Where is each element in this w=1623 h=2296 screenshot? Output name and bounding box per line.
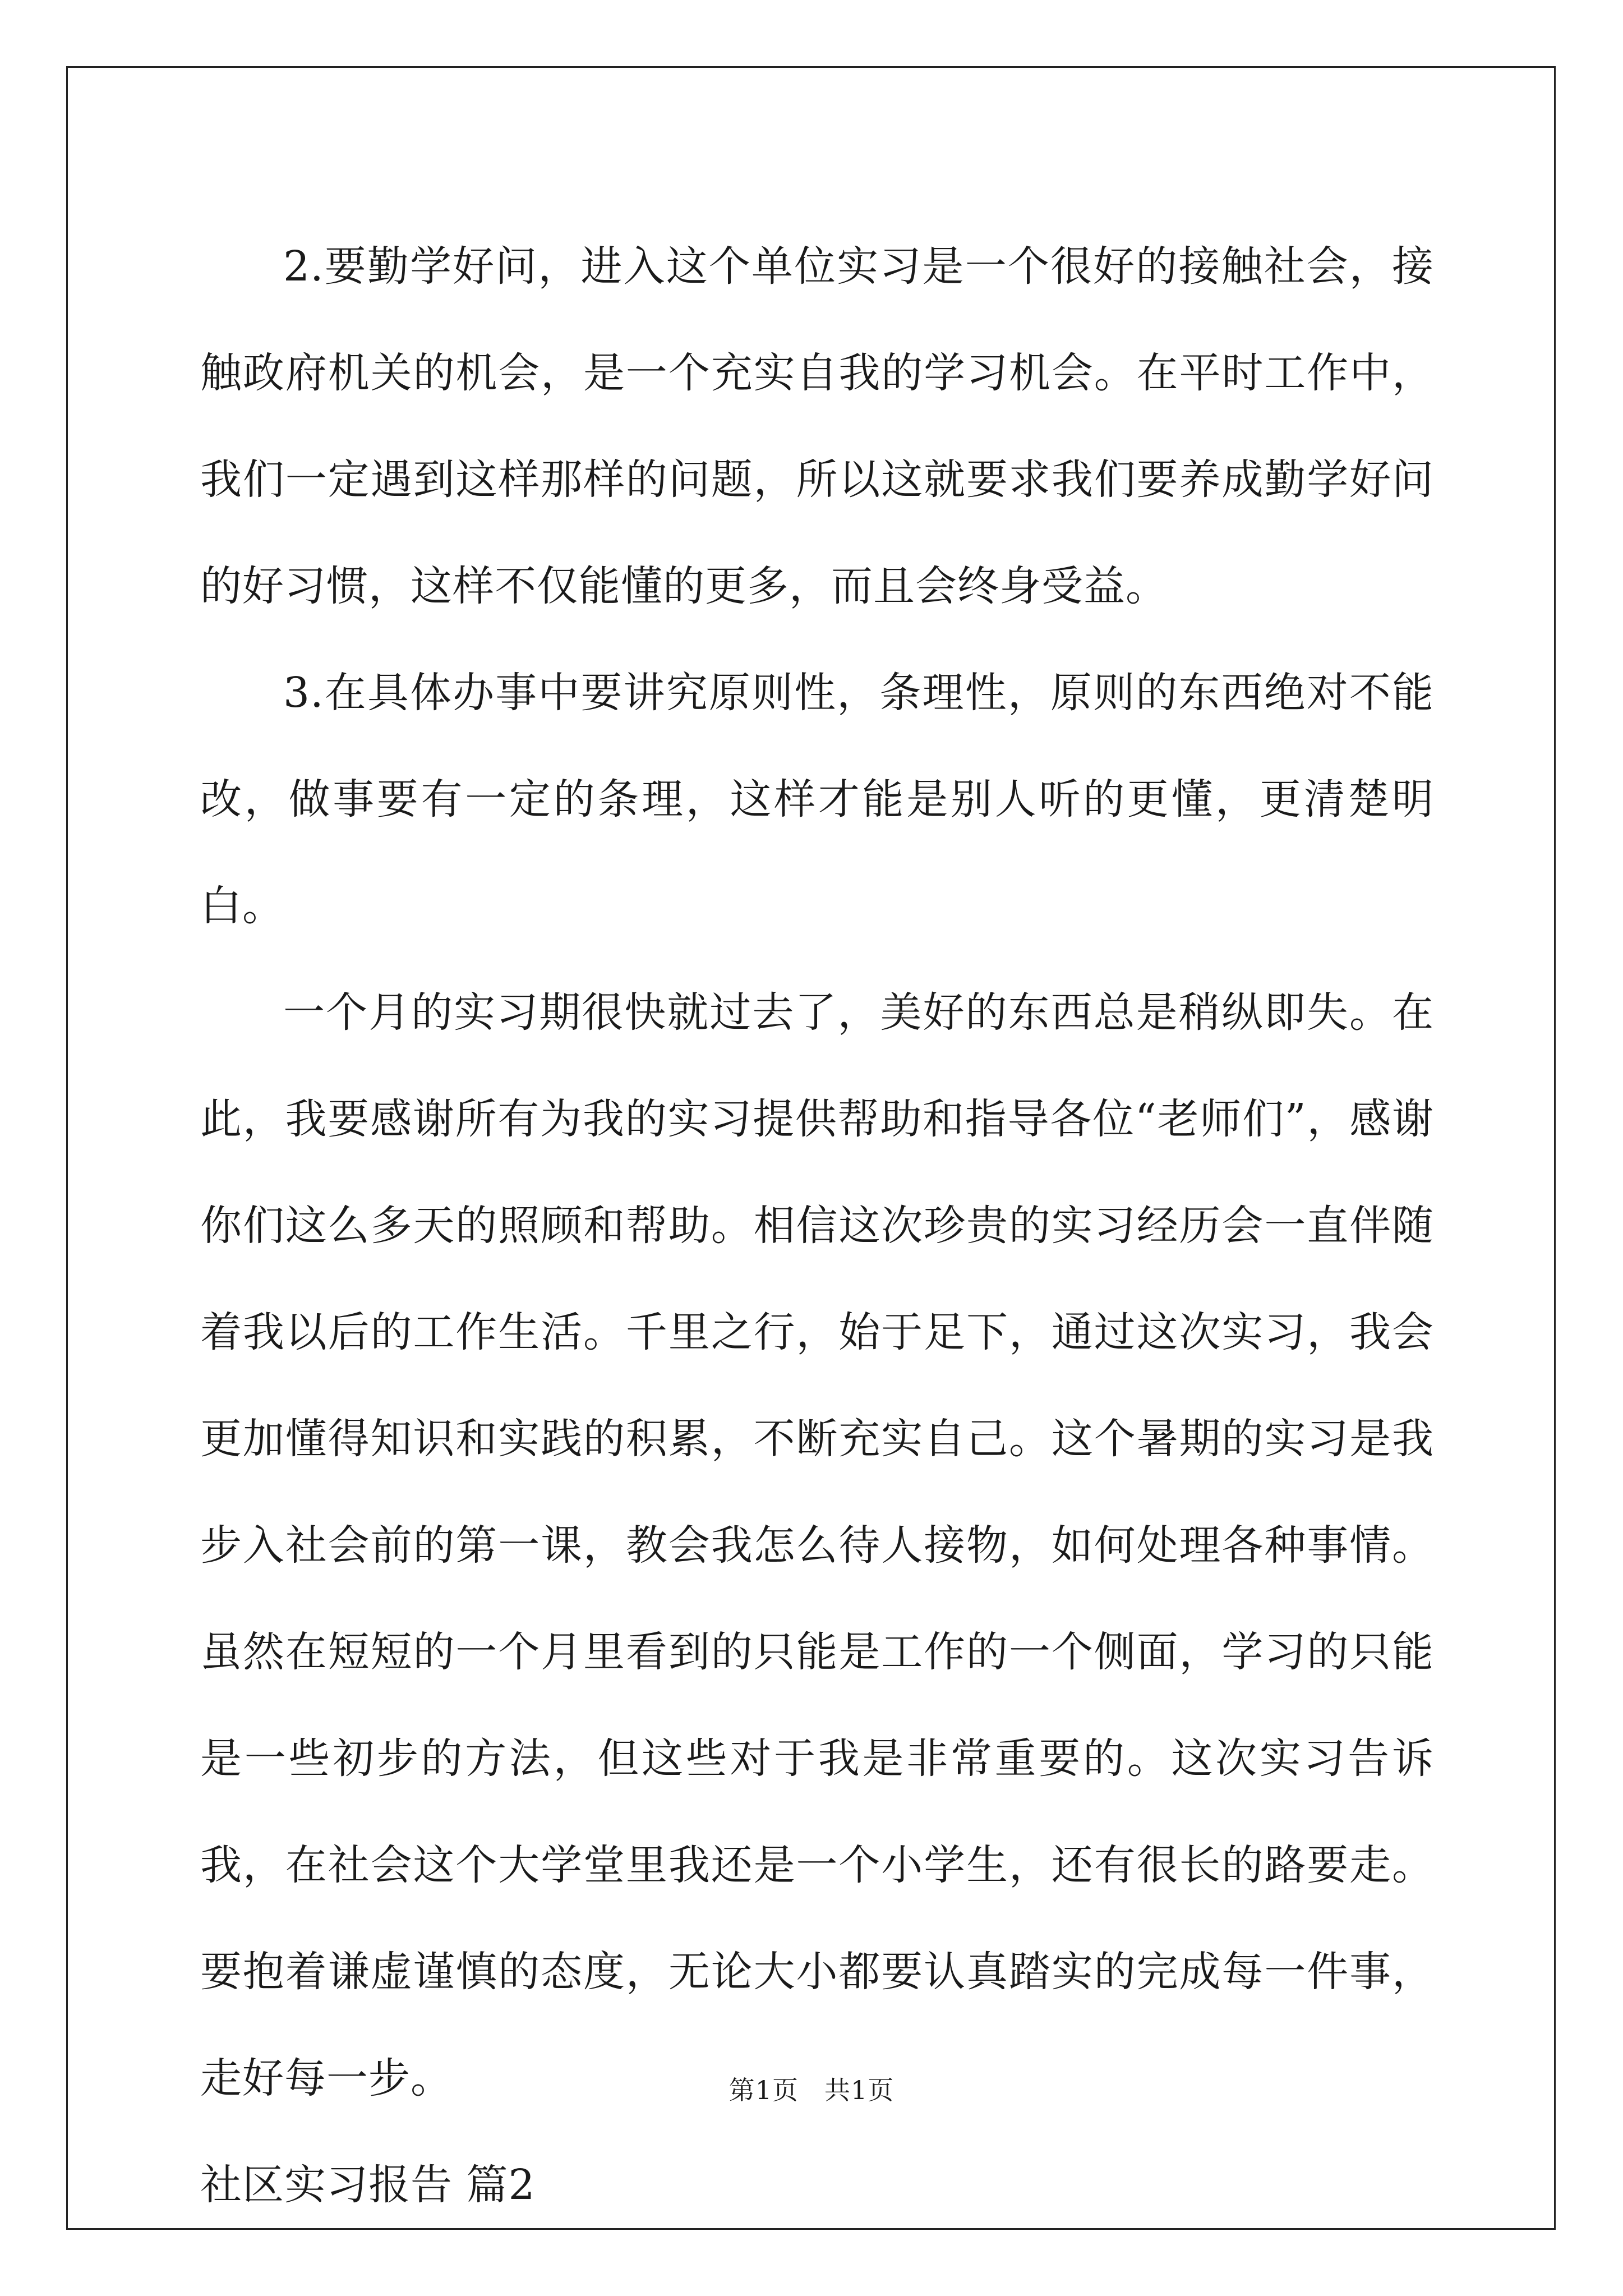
- page-number-total: 共1页: [824, 2075, 895, 2105]
- page-number-current: 第1页: [728, 2075, 799, 2105]
- page-footer: [0, 2070, 1623, 2107]
- document-body: [200, 213, 1434, 2238]
- paragraph-conclusion: 一个月的实习期很快就过去了，美好的东西总是稍纵即失。在此，我要感谢所有为我的实习提供帮助和指导各位“老师们”，感谢你们这么多天的照顾和帮助。相信这次珍贵的实习经历会一直伴随着我以后的工作生活。千里之行，始于足下，通过这次实习，我会更加懂得知识和实践的积累，不断充实自己。这个暑期的实习是我步入社会前的第一课，教会我怎么待人接物，如何处理各种事情。虽然在短短的一个月里看到的只能是工作的一个侧面，学习的只能是一些初步的方法，但这些对于我是非常重要的。这次实习告诉我，在社会这个大学堂里我还是一个小学生，还有很长的路要走。要抱着谦虚谨慎的态度，无论大小都要认真踏实的完成每一件事，走好每一步。: [200, 988, 1434, 2102]
- paragraph-principles: 3.在具体办事中要讲究原则性，条理性，原则的东西绝对不能改，做事要有一定的条理，这样才能是别人听的更懂，更清楚明白。: [200, 669, 1434, 930]
- paragraph-diligent-study: 2.要勤学好问，进入这个单位实习是一个很好的接触社会，接触政府机关的机会，是一个充实自我的学习机会。在平时工作中，我们一定遇到这样那样的问题，所以这就要求我们要养成勤学好问的好习惯，这样不仅能懂的更多，而且会终身受益。: [200, 242, 1434, 610]
- section-heading: 社区实习报告 篇2: [200, 2161, 536, 2209]
